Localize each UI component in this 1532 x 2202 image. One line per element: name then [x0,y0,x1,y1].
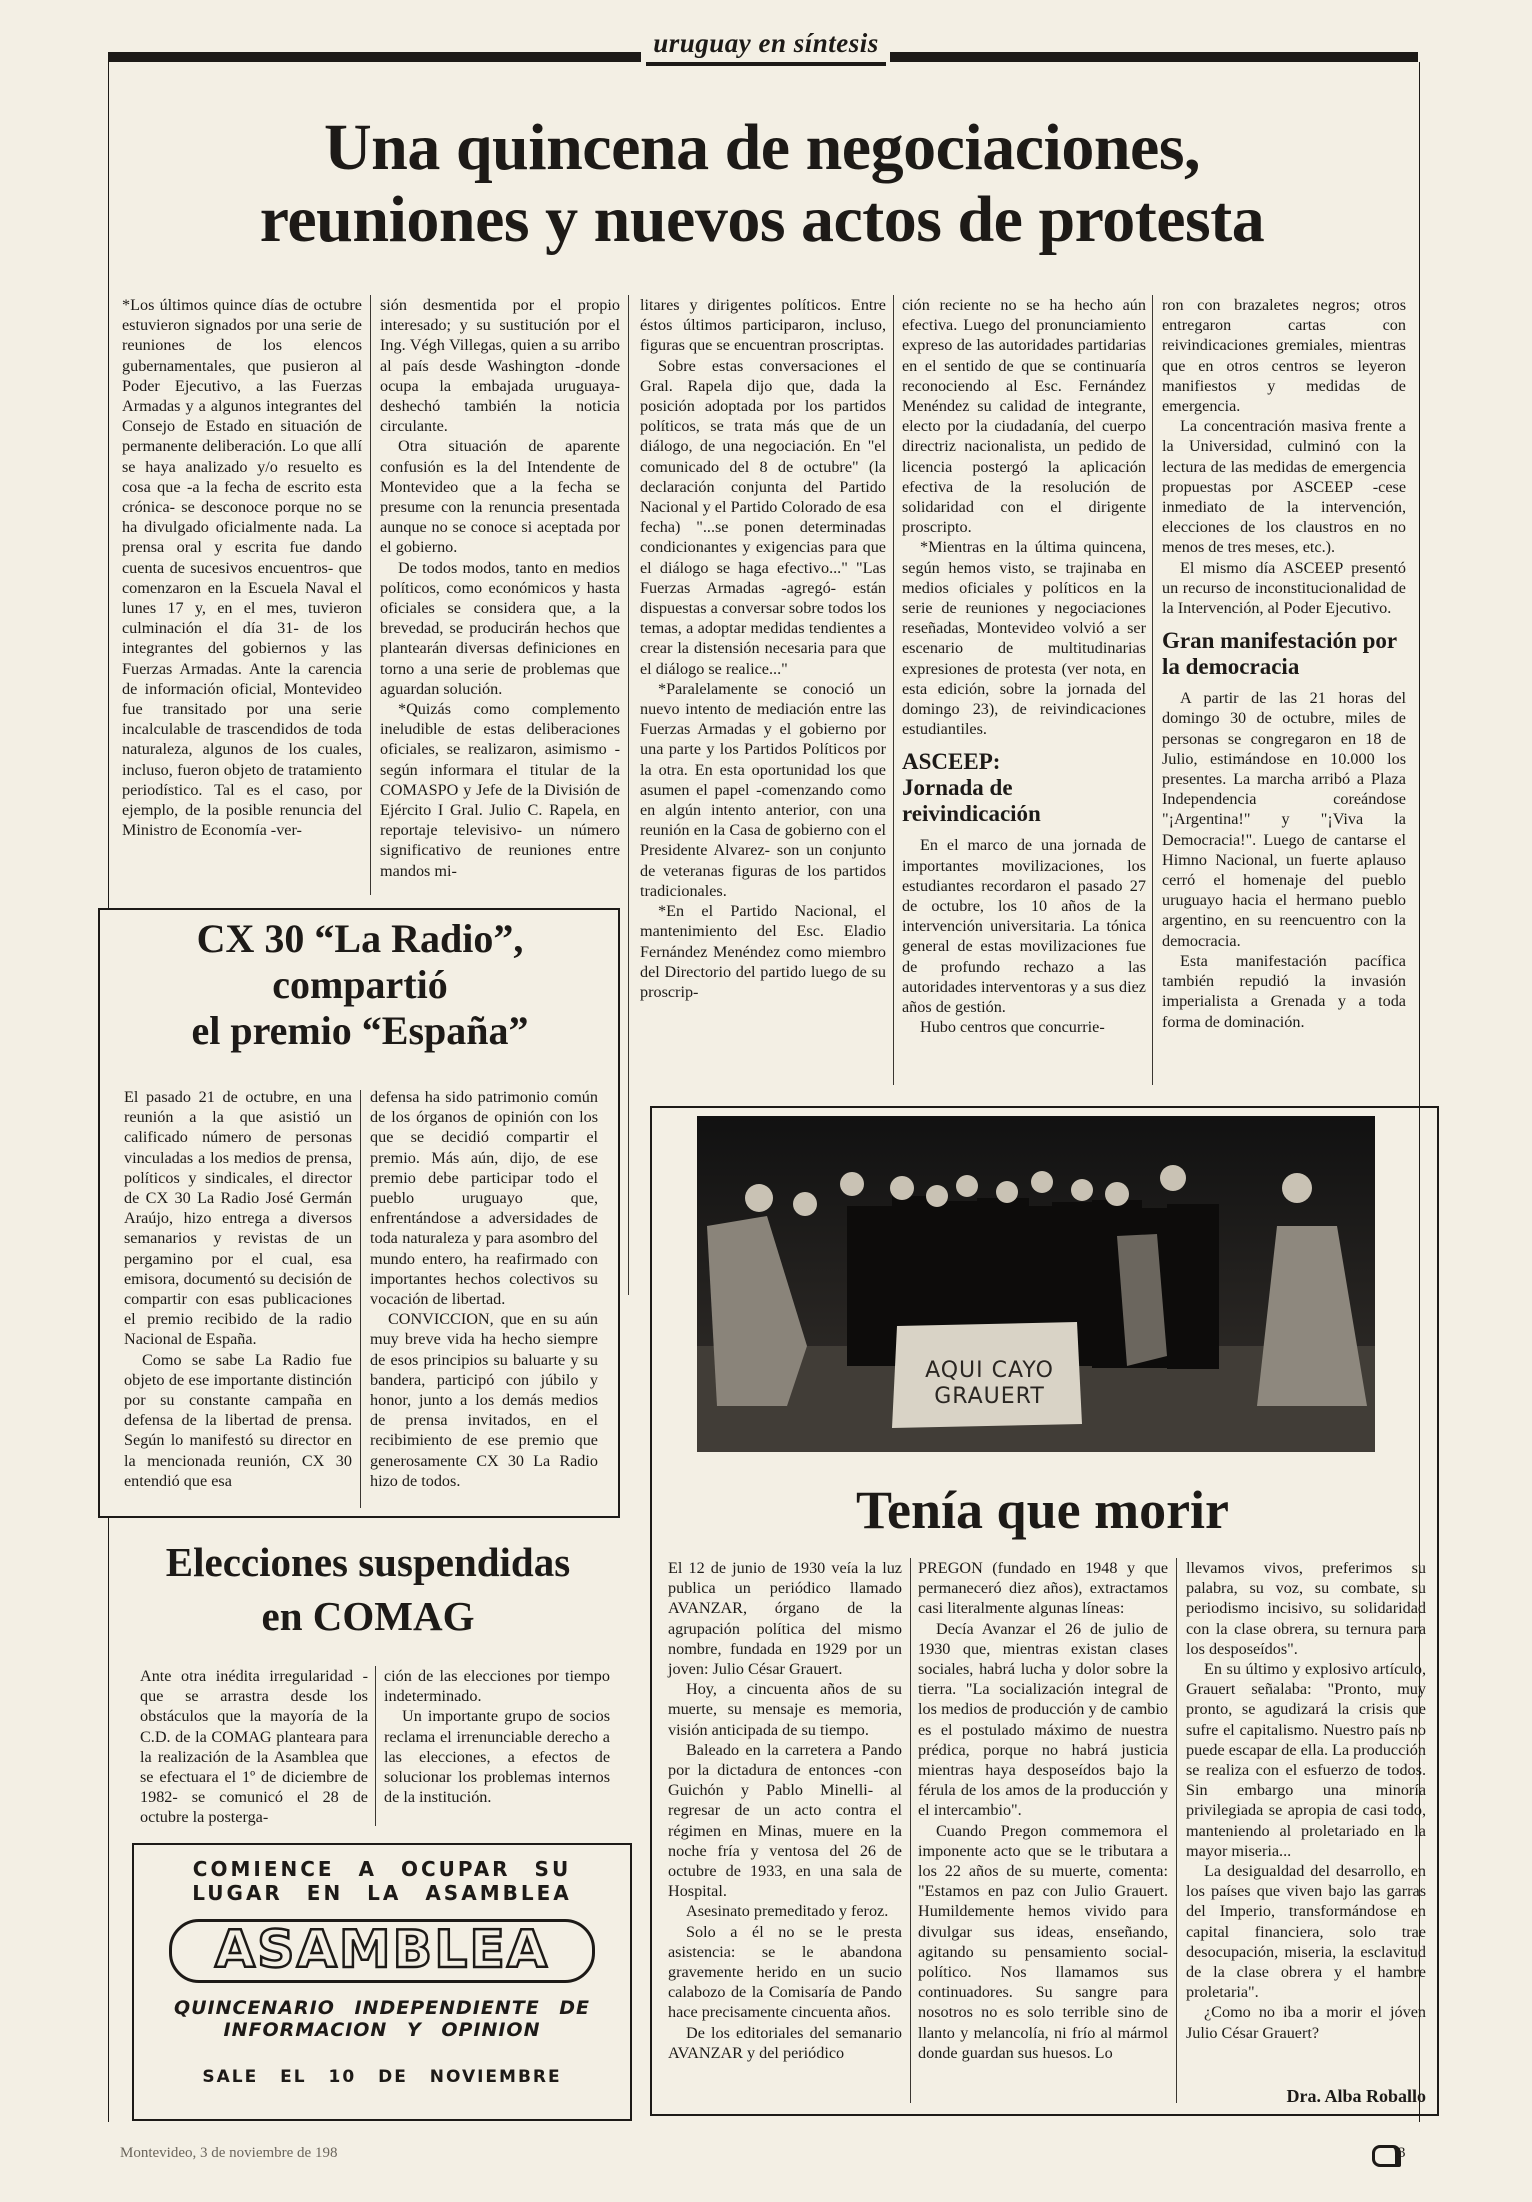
main-col5-p3: El mismo día ASCEEP presentó un recurso de inconstitucionalidad de la Intervención, al Poder Ejecutivo. [1162,558,1406,618]
grauert-col2-p1: PREGON (fundado en 1948 y que permaneceró diez años), extractamos casi literalmente algunas líneas: [918,1559,1168,1618]
col-divider [893,295,894,1085]
stone-inscription [902,1358,1077,1410]
main-col-3 [640,295,886,1002]
ascEEP-subhead-b: Jornada de reivindicación [902,775,1041,827]
grauert-col3-p3: La desigualdad del desarrollo, en los países que viven bajo las garras del Imperio, transformándose en capital financiera, solo trae desocupación, miseria, la esclavitud de la clase obrera y el hambre proletaria". [1186,1862,1426,2002]
page-number: 3 [1398,2145,1406,2161]
grauert-col3-p4: ¿Como no iba a morir el jóven Julio César Grauert? [1186,2003,1426,2042]
main-col3-p4: *En el Partido Nacional, el mantenimiento del Esc. Eladio Fernández Menéndez como miembro del Directorio del partido luego de su proscrip- [640,902,886,1001]
col-divider [360,1090,361,1508]
radio-col1-p1: El pasado 21 de octubre, en una reunión a la que asistió un calificado número de personas vinculadas a los medios de prensa, políticos y sindicales, el director de CX 30 La Radio José Germán Araújo, hizo entrega a diversos semanarios y revistas de un pergamino por el cual, esa emisora, documentó su decisión de compartir con esas publicaciones el premio recibido de la radio Nacional de España. [124,1088,352,1349]
ad-logo: ASAMBLEA [169,1919,595,1983]
main-col-2 [380,295,620,881]
main-headline [112,112,1412,256]
main-col2-p1: sión desmentida por el propio interesado; y su sustitución por el Ing. Végh Villegas, quien a su arribo al país desde Washington -donde ocupa la embajada uruguaya- deshechó también la noticia circulante. [380,296,620,436]
comag-col-1 [140,1666,368,1828]
comag-headline-line2: en COMAG [261,1593,475,1639]
radio-col-1 [124,1087,352,1491]
col-divider [1152,295,1153,1085]
ad-sub-line1: QUINCENARIO INDEPENDIENTE DE [173,1997,591,2019]
grauert-col3-p1: llevamos vivos, preferimos su palabra, su voz, su combate, su periodismo incisivo, su solidaridad con la clase obrera, su ternura para los desposeídos". [1186,1559,1426,1658]
historical-photo [697,1116,1375,1452]
conviccion-logo-icon [1372,2145,1401,2167]
main-headline-line2: reuniones y nuevos actos de protesta [259,183,1265,256]
main-col1-text: *Los últimos quince días de octubre estuvieron signados por una serie de reuniones de los elencos gubernamentales, que pusieron al Poder Ejecutivo, a las Fuerzas Armadas y a algunos integrantes del Consejo de Estado en situación de permanente deliberación. Lo que allí se haya analizado y/o resuelto es cosa que -a la fecha de escrito esta crónica- se desconoce porque no se ha divulgado oficialmente nada. La prensa oral y escrita fue dando cuenta de sucesivos encuentros- que comenzaron en la Escuela Naval el lunes 17 y, en el mes, tuvieron culminación el día 31- de los integrantes del gobiernos y las Fuerzas Armadas. Ante la carencia de información oficial, Montevideo fue transitado por una serie incalculable de trascendidos de toda naturaleza, algunos de los cuales, incluso, fueron objeto de tratamiento periodístico. Tal es el caso, por ejemplo, de la posible renuncia del Ministro de Economía -ver- [122,296,362,840]
comag-col2-p2: Un importante grupo de socios reclama el irrenunciable derecho a las elecciones, a efectos de solucionar los problemas internos de la institución. [384,1707,610,1807]
comag-headline [108,1535,628,1643]
grauert-col3-p2: En su último y explosivo artículo, Grauert señalaba: "Pronto, muy pronto, se agudizará la crisis que sufre el capitalismo. Nuestro país no puede escapar de ella. La producción se realiza con el esfuerzo de todos. Sin embargo una minoría privilegiada se apropia de casi todo, manteniendo al proletariado en la mayor miseria... [1186,1660,1426,1860]
main-col5-p4: A partir de las 21 horas del domingo 30 de octubre, miles de personas se congregaron en 18 de Julio, estimándose en 10.000 los presentes. La marcha arribó a Plaza Independencia coreándose "¡Argentina!" y "¡Viva la Democracia!". Luego de cantarse el Himno Nacional, un fuerte aplauso cerró el homenaje del pueblo uruguayo hacia el hermano pueblo argentino, en su reencuentro con la democracia. [1162,689,1406,950]
ascEEP-subhead-a: ASCEEP: [902,749,1001,775]
radio-headline-line3: el premio “España” [191,1008,529,1053]
byline: Dra. Alba Roballo [1286,2086,1426,2106]
header-rule-right [890,52,1418,62]
main-col3-p3: *Paralelamente se conoció un nuevo intento de mediación entre las Fuerzas Armadas y el gobierno por una parte y los Partidos Políticos por la otra. En esta oportunidad los que asumen el papel -comenzando como en algún intento anterior, con una reunión en la Casa de gobierno con el Presidente Alvarez- son un conjunto de veteranas figuras de los partidos tradicionales. [640,679,886,900]
grauert-col-1 [668,1558,902,2063]
ad-top-line1: COMIENCE A OCUPAR SU [192,1857,572,1881]
main-col4-p3: En el marco de una jornada de importantes movilizaciones, los estudiantes recordaron el pasado 27 de octubre, los 10 años de la intervención universitaria. La tónica general de estas movilizaciones fue de profundo rechazo a las autoridades interventoras y a sus diez años de gestión. [902,836,1146,1017]
main-col4-p2: *Mientras en la última quincena, según hemos visto, se trajinaba en medios oficiales y políticos en la serie de reuniones y negociaciones reseñadas, Montevideo volvió a ser escenario de multitudinarias expresiones de protesta (ver nota, en esta edición, sobre la jornada del domingo 23), de reivindicaciones estudiantiles. [902,538,1146,739]
main-col5-p5: Esta manifestación pacífica también repudió la invasión imperialista a Grenada y a toda forma de dominación. [1162,951,1406,1031]
radio-headline [110,916,610,1054]
main-col-4 [902,295,1146,1038]
main-col2-p4: *Quizás como complemento ineludible de estas deliberaciones oficiales, se realizaron, asimismo -según informara el titular de la COMASPO y Jefe de la División de Ejército I Gral. Julio C. Rapela, en reportaje televisivo- un número significativo de reuniones entre mandos mi- [380,700,620,880]
comag-col2-p1: ción de las elecciones por tiempo indeterminado. [384,1667,610,1706]
main-col5-p1: ron con brazaletes negros; otros entregaron cartas con reivindicaciones gremiales, mientras que en otros centros se leyeron manifiestos y medidas de emergencia. [1162,296,1406,416]
main-col2-p3: De todos modos, tanto en medios políticos, como económicos y hasta oficiales se considera que, a la brevedad, se producirán hechos que plantearán diversas definiciones en torno a una serie de problemas que aguardan solución. [380,558,620,698]
main-col2-p2: Otra situación de aparente confusión es la del Intendente de Montevideo que a la fecha se presume con la renuncia presentada aunque no se conoce si aceptada por el gobierno. [380,437,620,557]
col-divider [375,1666,376,1826]
grauert-col1-p3: Baleado en la carretera a Pando por la dictadura de entonces -con Guichón y Pablo Minelli- al regresar de un acto contra el régimen en Minas, muere en la noche fría y ventosa del 26 de octubre de 1933, en una sala de Hospital. [668,1740,902,1901]
grauert-col1-p6: De los editoriales del semanario AVANZAR y del periódico [668,2023,902,2062]
stone-line2: GRAUERT [934,1384,1045,1409]
dateline: Montevideo, 3 de noviembre de 198 [120,2145,338,2161]
col-divider [1176,1558,1177,2103]
main-col3-p2: Sobre estas conversaciones el Gral. Rapela dijo que, dada la posición adoptada por los partidos políticos, se trata más que de un diálogo, de una negociación. En "el comunicado del 8 de octubre" (la declaración conjunta del Partido Nacional y el Partido Colorado de esa fecha) "...se ponen determinadas condicionantes y exigencias para que el diálogo se haga efectivo..." "Las Fuerzas Armadas -agregó- están dispuestas a conversar sobre todos los temas, a adoptar medidas tendientes a crear la distensión necesaria para que el diálogo se realice..." [640,356,886,678]
grauert-col-2 [918,1558,1168,2063]
main-col3-p1: litares y dirigentes políticos. Entre éstos últimos participaron, incluso, figuras que se encuentran proscriptas. [640,296,886,355]
grauert-col1-p2: Hoy, a cincuenta años de su muerte, su mensaje es memoria, visión anticipada de su tiempo. [668,1680,902,1739]
col-divider [628,295,629,1295]
comag-headline-line1: Elecciones suspendidas [165,1539,571,1585]
grauert-col1-p5: Solo a él no se le presta asistencia: se le abandona gravemente herido en un sucio calabozo de la Comisaría de Pando hace precisamente cincuenta años. [668,1922,902,2022]
grauert-col2-p2: Decía Avanzar el 26 de julio de 1930 que, mientras existan clases sociales, habrá lucha y dolor sobre la tierra. "La socialización integral de los medios de producción y de cambio es el postulado máximo de nuestra prédica, porque no habrá justicia mientras haya desposeídos bajo la férula de los amos de la producción y el intercambio". [918,1619,1168,1820]
section-label: uruguay en síntesis [653,28,879,58]
radio-col-2 [370,1087,598,1491]
main-col4-p1: ción reciente no se ha hecho aún efectiva. Luego del pronunciamiento expreso de las autoridades partidarias en el sentido de que se continuaría reconociendo al Esc. Fernández Menéndez su calidad de integrante, electo por la ciudadanía, del cuerpo directriz nacionalista, un pedido de licencia postergó la aplicación efectiva de la resolución de solidaridad con el dirigente proscripto. [902,296,1146,537]
main-col-5 [1162,295,1406,1032]
comag-col-2 [384,1666,610,1807]
main-col5-p2: La concentración masiva frente a la Universidad, culminó con la lectura de las medidas de emergencia propuestas por ASCEEP -cese inmediato de la intervención, elecciones de los claustros en no menos de tres meses, etc.). [1162,417,1406,557]
grauert-headline: Tenía que morir [855,1480,1230,1540]
asamblea-ad[interactable] [132,1843,632,2121]
ascEEP-subhead [902,749,1146,827]
radio-headline-line1: CX 30 “La Radio”, [196,916,524,961]
ad-sub-line2: INFORMACION Y OPINION [223,2019,541,2041]
gran-manifestacion-subhead: Gran manifestación por la democracia [1162,628,1397,680]
radio-col2-p2: CONVICCION, que en su aún muy breve vida ha hecho siempre de esos principios su baluarte y su bandera, participó con júbilo y honor, junto a los demás medios de prensa invitados, en el recibimiento de ese premio que generosamente CX 30 La Radio hizo de todos. [370,1310,598,1490]
grauert-col2-p3: Cuando Pregon commemora el imponente acto que se le tributara a los 22 años de su muerte, comenta: "Estamos en paz con Julio Grauert. Humildemente hemos vivido para divulgar sus ideas, enseñando, agitando su pensamiento social-político. Nos llamamos sus continuadores. Su sangre para nosotros no es solo terrible sino de llanto y melancolía, ni frío al mármol donde guardan sus huesos. Lo [918,1821,1168,2062]
radio-col2-p1: defensa ha sido patrimonio común de los órganos de opinión con los que se decidió compartir el premio. Más aún, dijo, de ese premio debe participar todo el pueblo uruguayo que, enfrentándose a adversidades de toda naturaleza y para asombro del mundo entero, ha reafirmado con importantes hechos colectivos su vocación de libertad. [370,1088,598,1309]
ad-top-line2: LUGAR EN LA ASAMBLEA [192,1881,572,1905]
col-divider [370,295,371,895]
radio-headline-line2: compartió [272,962,448,1007]
ad-bottom: SALE EL 10 DE NOVIEMBRE [202,2067,562,2087]
radio-col1-p2: Como se sabe La Radio fue objeto de ese importante distinción por su constante campaña en defensa de la libertad de prensa. Según lo manifestó su director en la mencionada reunión, CX 30 entendió que esa [124,1350,352,1490]
main-col-1 [122,295,362,840]
grauert-col1-p1: El 12 de junio de 1930 veía la luz publica un periódico llamado AVANZAR, órgano de la agrupación política del mismo nombre, fundada en 1929 por un joven: Julio César Grauert. [668,1559,902,1679]
main-col4-p4: Hubo centros que concurrie- [920,1018,1105,1037]
header-rule-left [108,52,641,62]
stone-line1: AQUI CAYO [925,1358,1054,1383]
grauert-col1-p4: Asesinato premeditado y feroz. [686,1902,889,1921]
col-divider [910,1558,911,2103]
main-headline-line1: Una quincena de negociaciones, [323,111,1201,184]
grauert-col-3 [1186,1558,1426,2043]
comag-col1-text: Ante otra inédita irregularidad -que se arrastra desde los obstáculos que la mayoría de la C.D. de la COMAG planteara para la realización de la Asamblea que se efectuara el 1º de diciembre de 1982- se comunicó el 28 de octubre la posterga- [140,1667,368,1827]
